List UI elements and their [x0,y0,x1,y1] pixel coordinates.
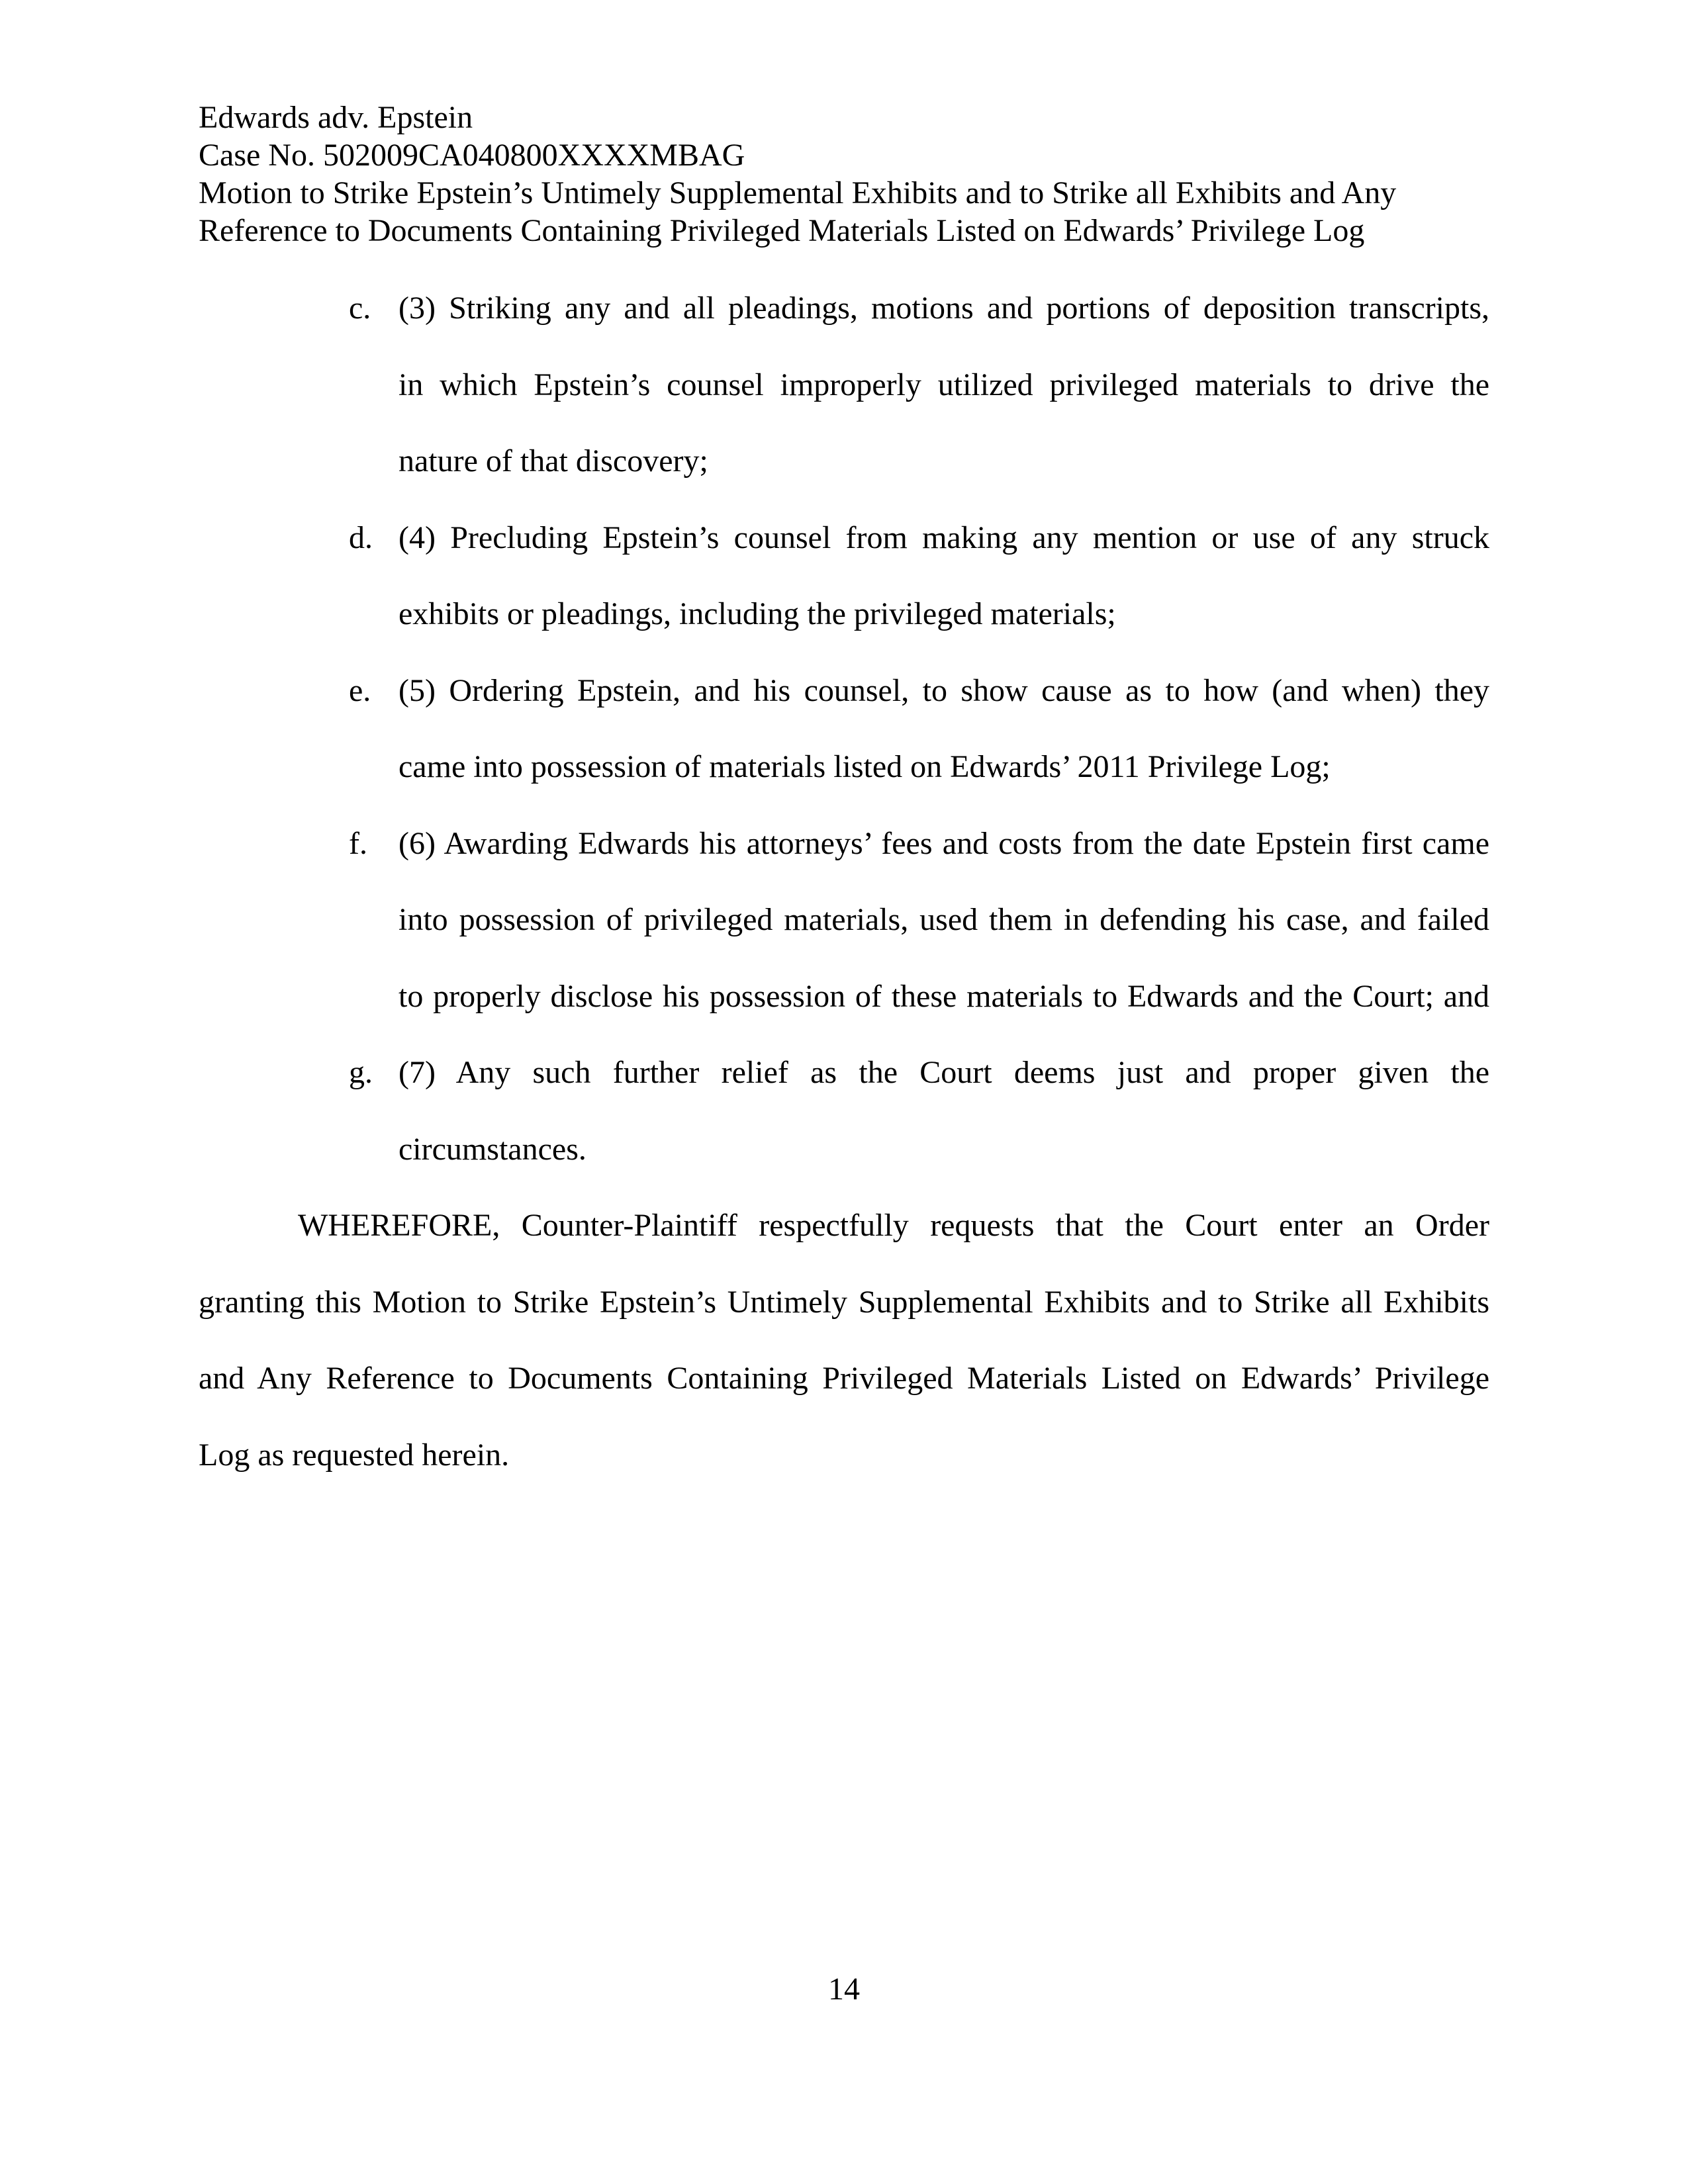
text-line: came into possession of materials listed on Edwards’ 2011 Privilege Log; [399,749,1331,784]
text-line: (4) Precluding Epstein’s counsel from making any mention or use of any struck [399,520,1489,555]
document-body [199,270,1489,1493]
text-line: circumstances. [399,1131,586,1167]
closing-paragraph [199,1187,1489,1493]
motion-title-line-2: Reference to Documents Containing Privileged Materials Listed on Edwards’ Privilege Log [199,213,1365,248]
list-item-f [199,805,1489,1035]
list-item-g [199,1034,1489,1187]
list-marker: d. [349,520,373,555]
case-header [199,99,1523,250]
motion-title-line-1: Motion to Strike Epstein’s Untimely Supplemental Exhibits and to Strike all Exhibits and Any [199,175,1397,210]
text-line: (6) Awarding Edwards his attorneys’ fees and costs from the date Epstein first came [399,825,1489,861]
list-marker: f. [349,825,367,861]
text-line: exhibits or pleadings, including the privileged materials; [399,596,1116,631]
list-marker: c. [349,291,371,326]
text-line: into possession of privileged materials, used them in defending his case, and failed [399,902,1489,937]
page-number: 14 [828,1972,860,2007]
list-marker: g. [349,1055,373,1090]
case-number-line: Case No. 502009CA040800XXXXMBAG [199,138,745,173]
text-line: granting this Motion to Strike Epstein’s Untimely Supplemental Exhibits and to Strike all Exhibits [199,1284,1489,1320]
list-marker: e. [349,672,371,708]
list-item-c [199,270,1489,500]
text-line: to properly disclose his possession of these materials to Edwards and the Court; and [399,978,1489,1014]
text-line: (7) Any such further relief as the Court deems just and proper given the [399,1055,1489,1090]
list-item-e [199,653,1489,805]
text-line: (3) Striking any and all pleadings, motions and portions of deposition transcripts, [399,291,1489,326]
text-line: WHEREFORE, Counter-Plaintiff respectfully requests that the Court enter an Order [298,1208,1489,1243]
text-line: and Any Reference to Documents Containing Privileged Materials Listed on Edwards’ Privilege [199,1361,1489,1396]
case-party-line: Edwards adv. Epstein [199,100,473,135]
text-line: in which Epstein’s counsel improperly utilized privileged materials to drive the [399,367,1489,402]
text-line: (5) Ordering Epstein, and his counsel, to show cause as to how (and when) they [399,672,1489,708]
list-item-d [199,500,1489,653]
text-line: Log as requested herein. [199,1437,510,1473]
text-line: nature of that discovery; [399,443,708,478]
